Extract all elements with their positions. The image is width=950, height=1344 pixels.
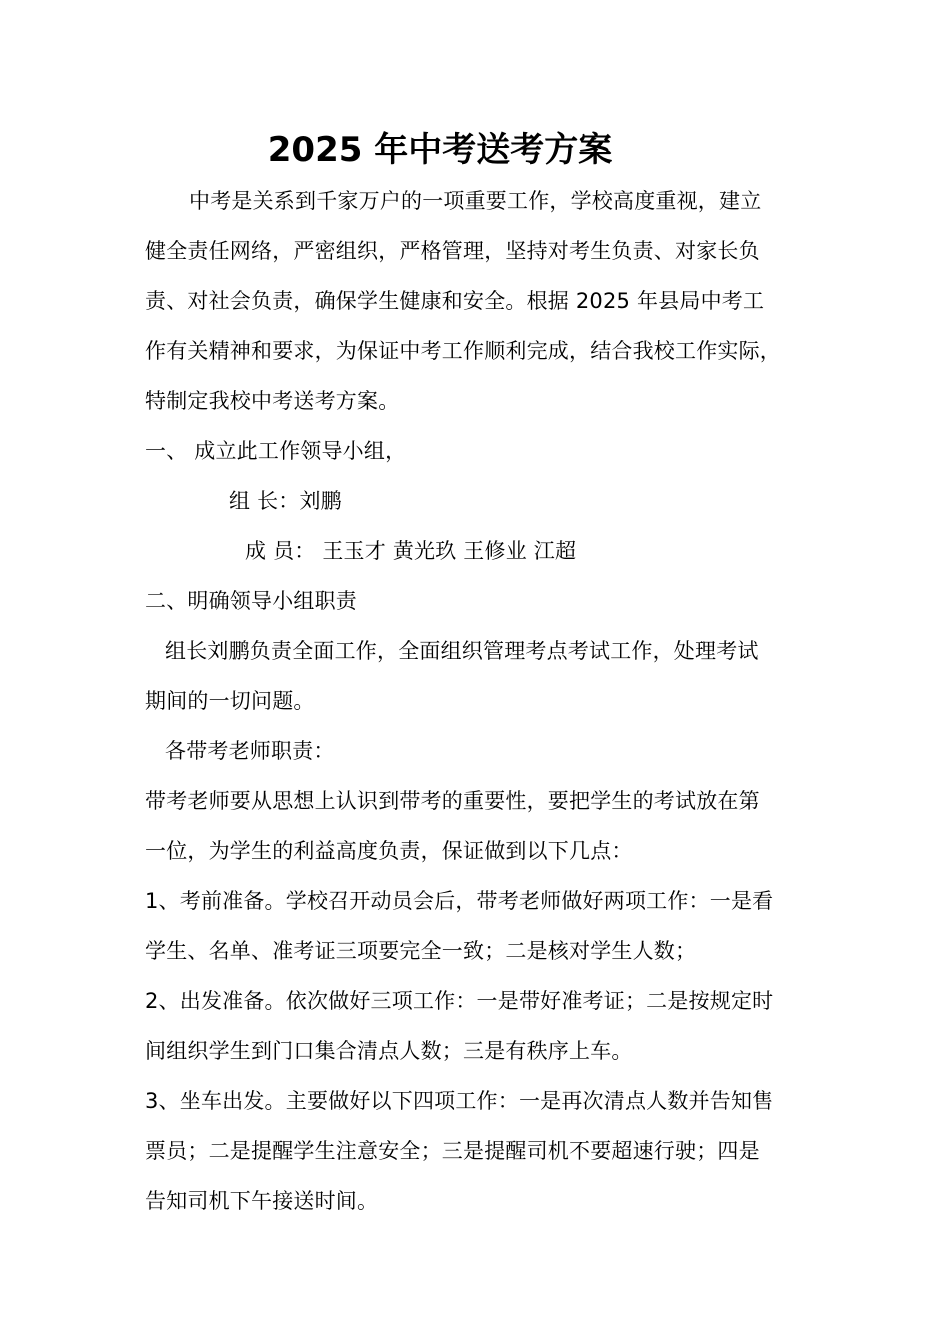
list-item-line: 票员；二是提醒学生注意安全；三是提醒司机不要超速行驶；四是 [145, 1139, 760, 1163]
paragraph-line: 责、对社会负责，确保学生健康和安全。根据 2025 年县局中考工 [145, 289, 765, 313]
paragraph-line: 中考是关系到千家万户的一项重要工作，学校高度重视，建立 [189, 189, 762, 213]
list-item-line: 2、出发准备。依次做好三项工作：一是带好准考证；二是按规定时 [145, 989, 774, 1013]
list-item-line: 告知司机下午接送时间。 [145, 1189, 379, 1213]
paragraph-line: 健全责任网络，严密组织，严格管理，坚持对考生负责、对家长负 [145, 239, 760, 263]
subheading-line: 各带考老师职责： [165, 739, 335, 763]
members-line: 成 员： 王玉才 黄光玖 王修业 江超 [245, 539, 577, 563]
section-heading: 二、明确领导小组职责 [145, 589, 357, 613]
list-item-line: 3、坐车出发。主要做好以下四项工作：一是再次清点人数并告知售 [145, 1089, 774, 1113]
list-item-line: 1、考前准备。学校召开动员会后，带考老师做好两项工作：一是看 [145, 889, 774, 913]
document-title: 2025 年中考送考方案 [267, 130, 613, 170]
paragraph-line: 一位，为学生的利益高度负责，保证做到以下几点： [145, 839, 633, 863]
list-item-line: 间组织学生到门口集合清点人数；三是有秩序上车。 [145, 1039, 633, 1063]
leader-line: 组 长：刘鹏 [229, 489, 342, 513]
paragraph-line: 作有关精神和要求，为保证中考工作顺利完成，结合我校工作实际， [145, 339, 781, 363]
paragraph-line: 带考老师要从思想上认识到带考的重要性，要把学生的考试放在第 [145, 789, 760, 813]
section-heading: 一、 成立此工作领导小组， [145, 439, 407, 463]
paragraph-line: 组长刘鹏负责全面工作，全面组织管理考点考试工作，处理考试 [165, 639, 759, 663]
paragraph-line: 特制定我校中考送考方案。 [145, 389, 400, 413]
list-item-line: 学生、名单、准考证三项要完全一致；二是核对学生人数； [145, 939, 697, 963]
paragraph-line: 期间的一切问题。 [145, 689, 315, 713]
